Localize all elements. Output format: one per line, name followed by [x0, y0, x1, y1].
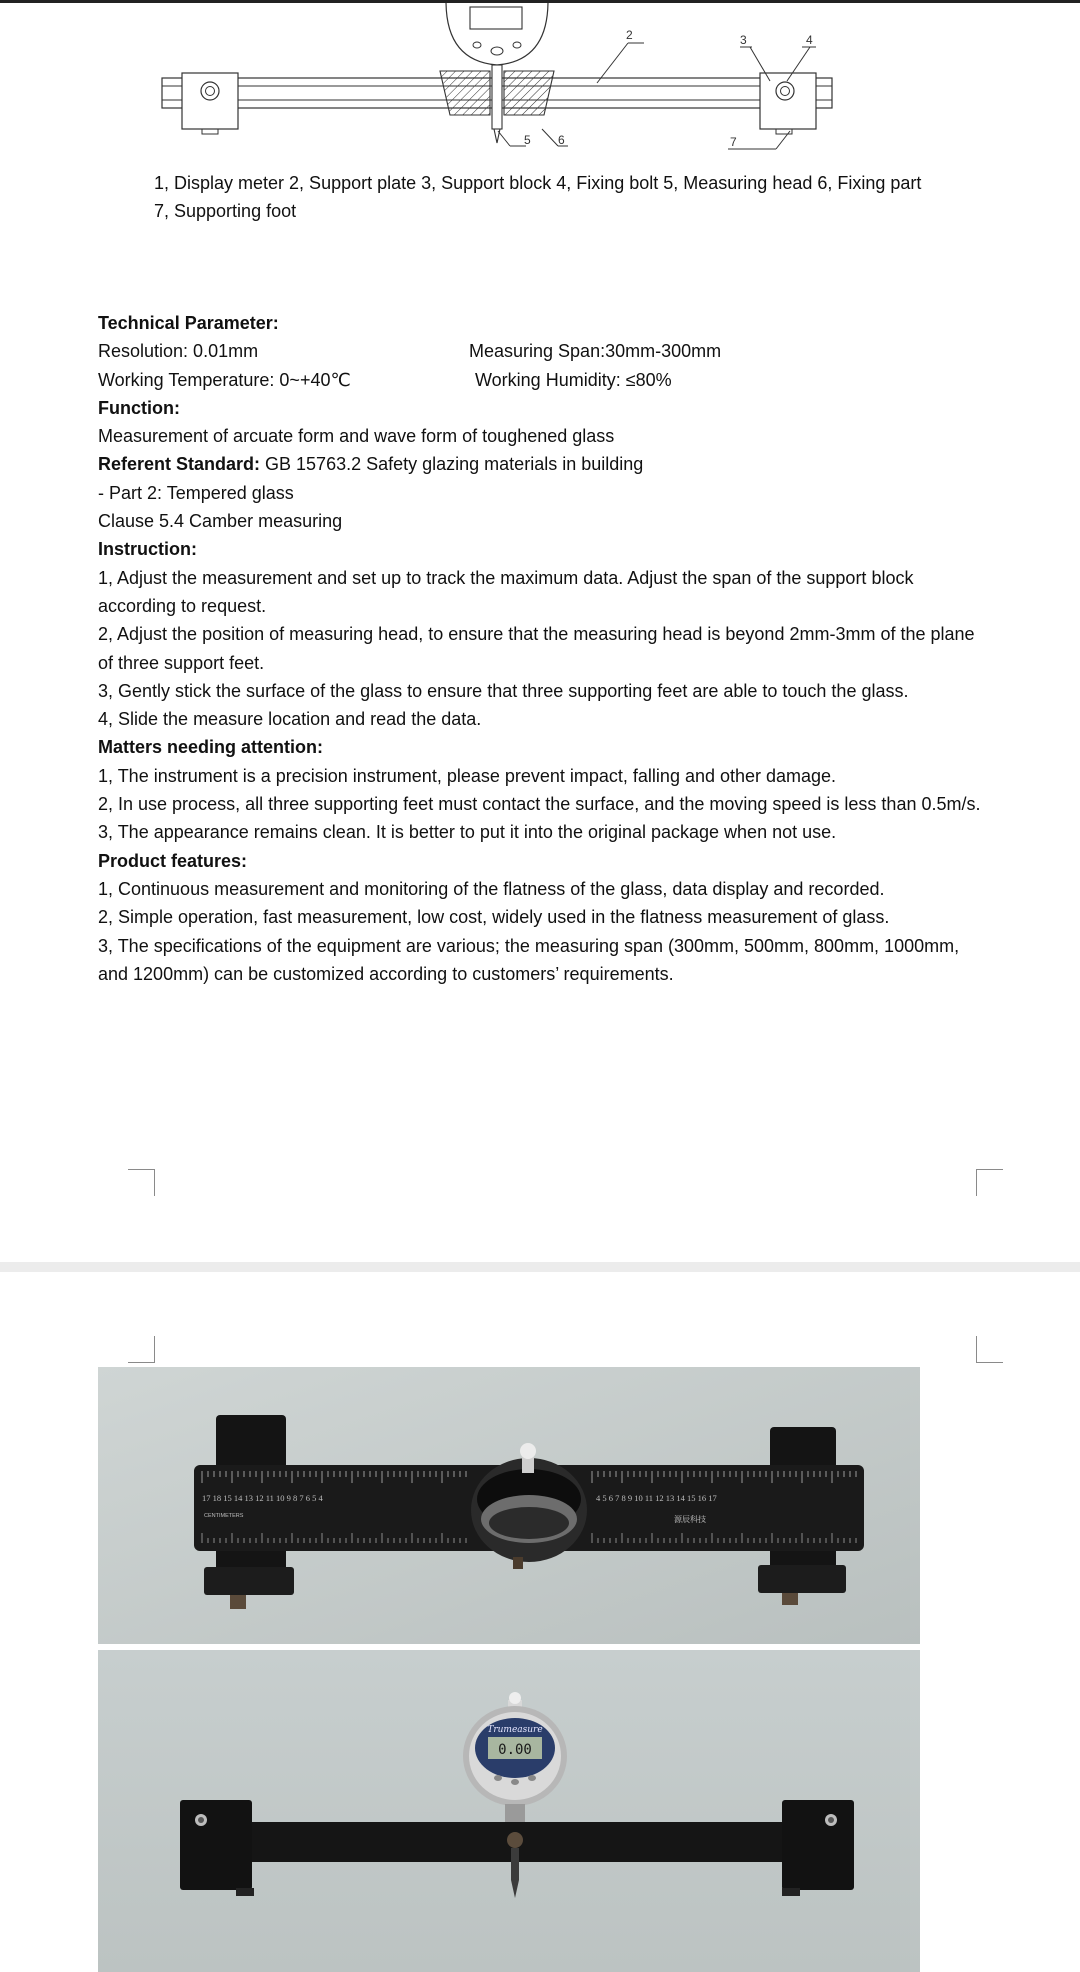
attention-item: 1, The instrument is a precision instrument, please prevent impact, falling and other damage.	[98, 765, 837, 786]
brand-mark: 源辰科技	[674, 1515, 706, 1524]
instruction-item: 3, Gently stick the surface of the glass to ensure that three supporting feet are able to touch the glass.	[98, 680, 909, 701]
param-row-1	[98, 337, 984, 365]
diagram-caption	[154, 169, 978, 225]
caption-line-2: 7, Supporting foot	[154, 201, 297, 221]
product-photo-front-view	[98, 1650, 920, 1972]
attention-item: 3, The appearance remains clean. It is better to put it into the original package when not use.	[98, 822, 837, 843]
working-temperature-value: Working Temperature: 0~+40℃	[98, 369, 351, 390]
param-row-2	[98, 366, 984, 394]
product-features-heading: Product features:	[98, 850, 248, 871]
product-photo-top-view	[98, 1367, 920, 1644]
attention-heading: Matters needing attention:	[98, 737, 324, 758]
instruction-item: 4, Slide the measure location and read the data.	[98, 709, 482, 730]
instruction-item: 2, Adjust the position of measuring head, to ensure that the measuring head is beyond 2mm-3mm of the plane of three support feet.	[98, 624, 975, 673]
referent-standard-heading: Referent Standard:	[98, 454, 261, 475]
page-corner-mark	[128, 1169, 155, 1196]
instrument-diagram	[150, 3, 850, 153]
instruction-item: 1, Adjust the measurement and set up to track the maximum data. Adjust the span of the support block according to request.	[98, 567, 914, 616]
feature-item: 2, Simple operation, fast measurement, low cost, widely used in the flatness measurement of glass.	[98, 907, 890, 928]
svg-text:3: 3	[740, 33, 747, 47]
working-humidity-value: Working Humidity: ≤80%	[475, 369, 672, 390]
instruction-heading: Instruction:	[98, 539, 197, 560]
right-scale-numbers: 4 5 6 7 8 9 10 11 12 13 14 15 16 17	[596, 1493, 717, 1503]
unit-label: CENTIMETERS	[204, 1513, 244, 1519]
document-page-2	[0, 1272, 1080, 1972]
right-support-block-drawing	[760, 73, 816, 129]
specification-text	[98, 309, 984, 988]
svg-text:6: 6	[558, 133, 565, 147]
page-separator	[0, 1262, 1080, 1272]
technical-parameter-heading: Technical Parameter:	[98, 313, 279, 333]
page-corner-mark	[976, 1169, 1003, 1196]
svg-text:7: 7	[730, 135, 737, 149]
function-text: Measurement of arcuate form and wave form of toughened glass	[98, 426, 615, 447]
feature-item: 1, Continuous measurement and monitoring of the flatness of the glass, data display and recorded.	[98, 878, 885, 899]
document-page-1	[0, 3, 1080, 1262]
page-corner-mark	[976, 1336, 1003, 1363]
gauge-brand: Trumeasure	[487, 1725, 543, 1735]
resolution-value: Resolution: 0.01mm	[98, 341, 259, 362]
gauge-reading: 0.00	[498, 1742, 532, 1758]
left-scale-numbers: 17 18 15 14 13 12 11 10 9 8 7 6 5 4	[202, 1493, 323, 1503]
svg-text:5: 5	[524, 133, 531, 147]
standard-line-3: Clause 5.4 Camber measuring	[98, 511, 343, 532]
display-meter-drawing	[446, 3, 548, 65]
svg-text:2: 2	[626, 28, 633, 42]
referent-standard	[98, 450, 984, 478]
standard-line-2: - Part 2: Tempered glass	[98, 482, 294, 503]
function-heading: Function:	[98, 397, 180, 418]
svg-text:4: 4	[806, 33, 813, 47]
page-corner-mark	[128, 1336, 155, 1363]
measuring-span-value: Measuring Span:30mm-300mm	[469, 341, 722, 362]
attention-item: 2, In use process, all three supporting feet must contact the surface, and the moving speed is less than 0.5m/s.	[98, 794, 981, 815]
referent-standard-text: GB 15763.2 Safety glazing materials in building	[260, 454, 644, 475]
feature-item: 3, The specifications of the equipment are various; the measuring span (300mm, 500mm, 800mm, 1000mm, and 1200mm) can be customized according to customers’ requirements.	[98, 935, 960, 984]
caption-line-1: 1, Display meter 2, Support plate 3, Support block 4, Fixing bolt 5, Measuring head 6, Fixing part	[154, 173, 922, 193]
